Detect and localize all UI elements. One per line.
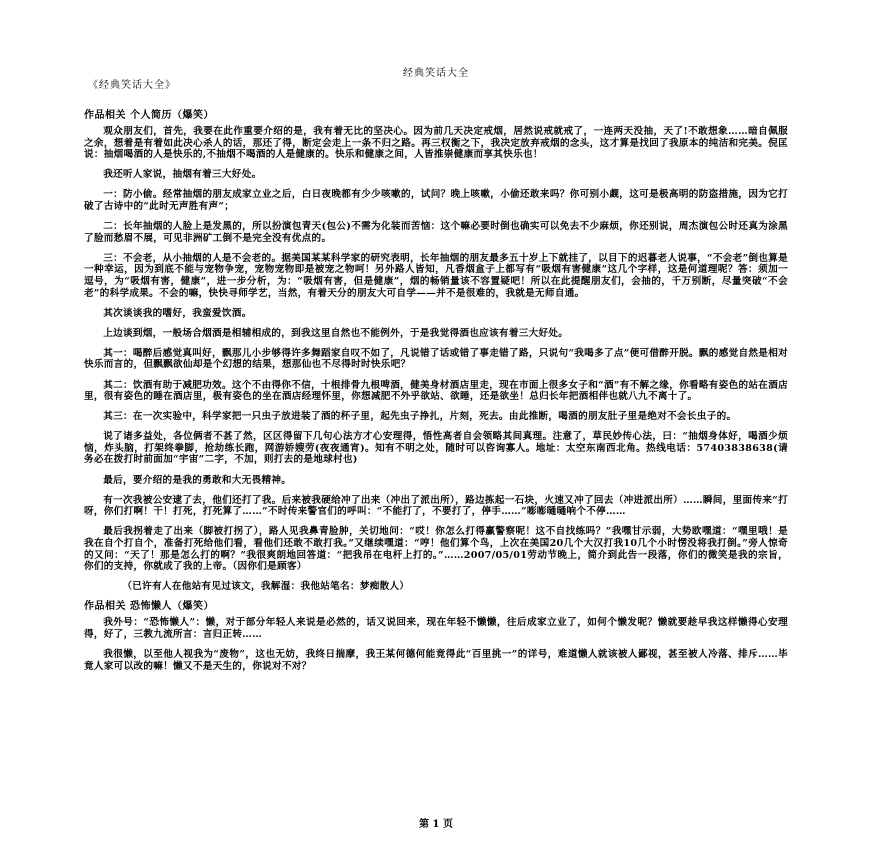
paragraph: 二：长年抽烟的人脸上是发黑的，所以扮演包青天(包公)不需为化装而苦恼：这个嘛必要时倒也确实可以免去不少麻烦，你还别说，周杰演包公时还真为涂黑了脸而愁眉不展，可见非洲矿工倒不是完全没有优点的。 — [84, 221, 788, 244]
paragraph-note: （已许有人在他站有见过该文，我解湿：我他站笔名：梦痴散人） — [122, 581, 410, 593]
document-subtitle: 《经典笑话大全》 — [88, 80, 176, 91]
page-number: 第 1 页 — [419, 819, 453, 830]
paragraph: 说了诸多益处，各位俩者不甚了然，区区得留下几句心法方才心安理得，悟性高者自会领略其间真理。注意了，草民妙传心法，曰：“抽烟身体好，喝酒少烦恼，炸头脑，打架终拳脚，抢劫练长跑，网游娇嫂劳(夜夜通宵)。知有不明之处，随时可以咨询寡人。地址：太空东南西北角。热线电话：57403838638(请务必在拨打时前面加“宇宙”二字，不加，则打去的是地球村也) — [84, 431, 788, 466]
paragraph: 我还听人家说，抽烟有着三大好处。 — [103, 169, 262, 181]
paragraph: 观众朋友们，首先，我要在此作重要介绍的是，我有着无比的坚决心。因为前几天决定戒烟，居然说戒就戒了，一连两天没抽，天了!不敢想象……暗自佩服之余，想着是有着如此决心杀人的话，那还了得，断定会走上一条不归之路。再三权衡之下，我决定放弃戒烟的念头，这才算是找回了我原本的纯洁和完美。倪匡说：抽烟喝酒的人是快乐的,不抽烟不喝酒的人是健康的。快乐和健康之间，人皆推崇健康而享其快乐也！ — [84, 126, 788, 161]
section-heading-lazy: 作品相关 恐怖懒人（爆笑） — [84, 601, 214, 613]
section-heading-resume: 作品相关 个人简历（爆笑） — [84, 110, 214, 121]
paragraph: 有一次我被公安逮了去，他们还打了我。后来被我硬给冲了出来（冲出了派出所），路边拣起一石块，火速又冲了回去（冲进派出所）……瞬间，里面传来“打呀，你们打啊！干！打死，打死算了……”不时传来警官们的呼叫：“不能打了，不要打了，停手……”嘭嘭嗵嗵响个不停…… — [84, 494, 788, 518]
paragraph: 最后，要介绍的是我的勇敢和大无畏精神。 — [103, 474, 292, 486]
paragraph: 我外号：“恐怖懒人”：懒，对于部分年轻人来说是必然的，话又说回来，现在年轻不懒懒，往后成家立业了，如何个懒发呢？懒就要趁早我这样懒得心安理得，好了，三教九流所言：言归正转…… — [84, 617, 788, 640]
document-body — [84, 110, 788, 672]
paragraph: 其二：饮酒有助于减肥功效。这个不由得你不信，十根排骨九根啤酒，健美身材酒店里走，现在市面上很多女子和“酒”有不解之缘，你看略有姿色的站在酒店里，很有姿色的睡在酒店里，极有姿色的坐在酒店经理怀里，你想减肥不外乎欲站、欲睡，还是欲坐！总归长年把酒相伴也就八九不离十了。 — [84, 379, 788, 403]
paragraph: 其三：在一次实验中，科学家把一只虫子放进装了酒的杯子里，起先虫子挣扎，片刻，死去。由此推断，喝酒的朋友肚子里是绝对不会长虫子的。 — [103, 411, 737, 423]
paragraph: 三：不会老，从小抽烟的人是不会老的。据美国某某科学家的研究表明，长年抽烟的朋友最多五十岁上下就挂了，以目下的迟暮老人说事，“不会老”倒也算是一种幸运，因为到底不能与宠物争宠，宠物宠物即是被宠之物呵！另外路人皆知，凡香烟盒子上都写有“吸烟有害健康”这几个字样，这是何道理呢？答：须加一逗号，为“吸烟有害，健康”，进一步分析，为：“吸烟有害，但是健康”，烟的畅销量该不容置疑吧！所以在此提醒朋友们，会抽的，千万别断，尽量突破“不会老”的科学成果。不会的嘛，快快寻师学艺，当然，有着天分的朋友大可自学——并不是很难的，我就是无师自通。 — [84, 252, 788, 299]
paragraph: 上边谈到烟，一般场合烟酒是相辅相成的，到我这里自然也不能例外，于是我觉得酒也应该有着三大好处。 — [103, 327, 569, 339]
paragraph: 一：防小偷。经常抽烟的朋友成家立业之后，白日夜晚都有少少咳嗽的，试问？晚上咳嗽，小偷还敢来吗？你可别小觑，这可是极高明的防盗措施，因为它打破了古诗中的“此时无声胜有声”； — [84, 189, 788, 212]
document-title: 经典笑话大全 — [403, 68, 469, 79]
document-page — [84, 62, 788, 842]
paragraph: 我很懒，以至他人视我为“废物”，这也无妨，我终日揣摩，我王某何德何能竟得此“百里挑一”的详号，难道懒人就该被人鄙视，甚至被人冷落、排斥……毕竟人家可以改的嘛！懒又不是天生的，你说对不对？ — [84, 649, 788, 672]
paragraph: 其一：喝醉后感觉真叫好，飘那儿小步够得许多舞蹈家自叹不如了，凡说错了话或错了事走错了路，只说句“我喝多了点”便可借醉开脱。飘的感觉自然是相对快乐而言的，但飘飘欲仙却是个幻想的结果，想那仙也不尽得时时快乐吧？ — [84, 347, 788, 371]
paragraph: 其次谈谈我的嗜好，我蛮爱饮酒。 — [103, 307, 252, 319]
paragraph: 最后我拐着走了出来（脚被打拐了），路人见我鼻青脸肿，关切地问：“哎！你怎么打得赢警察呢！这不自找练吗？”我嘿甘示弱，大势欧嘿道：“嘿里哦！是我在自个打自个，准备打死给他们看，看他们还敢不敢打我。”又继续嘿道：“哼！他们算个鸟，上次在美国20几个大汉打我10几个小时愣没将我打倒。”旁人惊奇的又问：“天了！那是怎么打的啊？”我很爽朗地回答道：“把我吊在电杆上打的。”……2007/05/01劳动节晚上，简介到此告一段落，你们的微笑是我的宗旨，你们的支持，你就成了我的上帝。（因你们是顾客） — [84, 526, 788, 573]
